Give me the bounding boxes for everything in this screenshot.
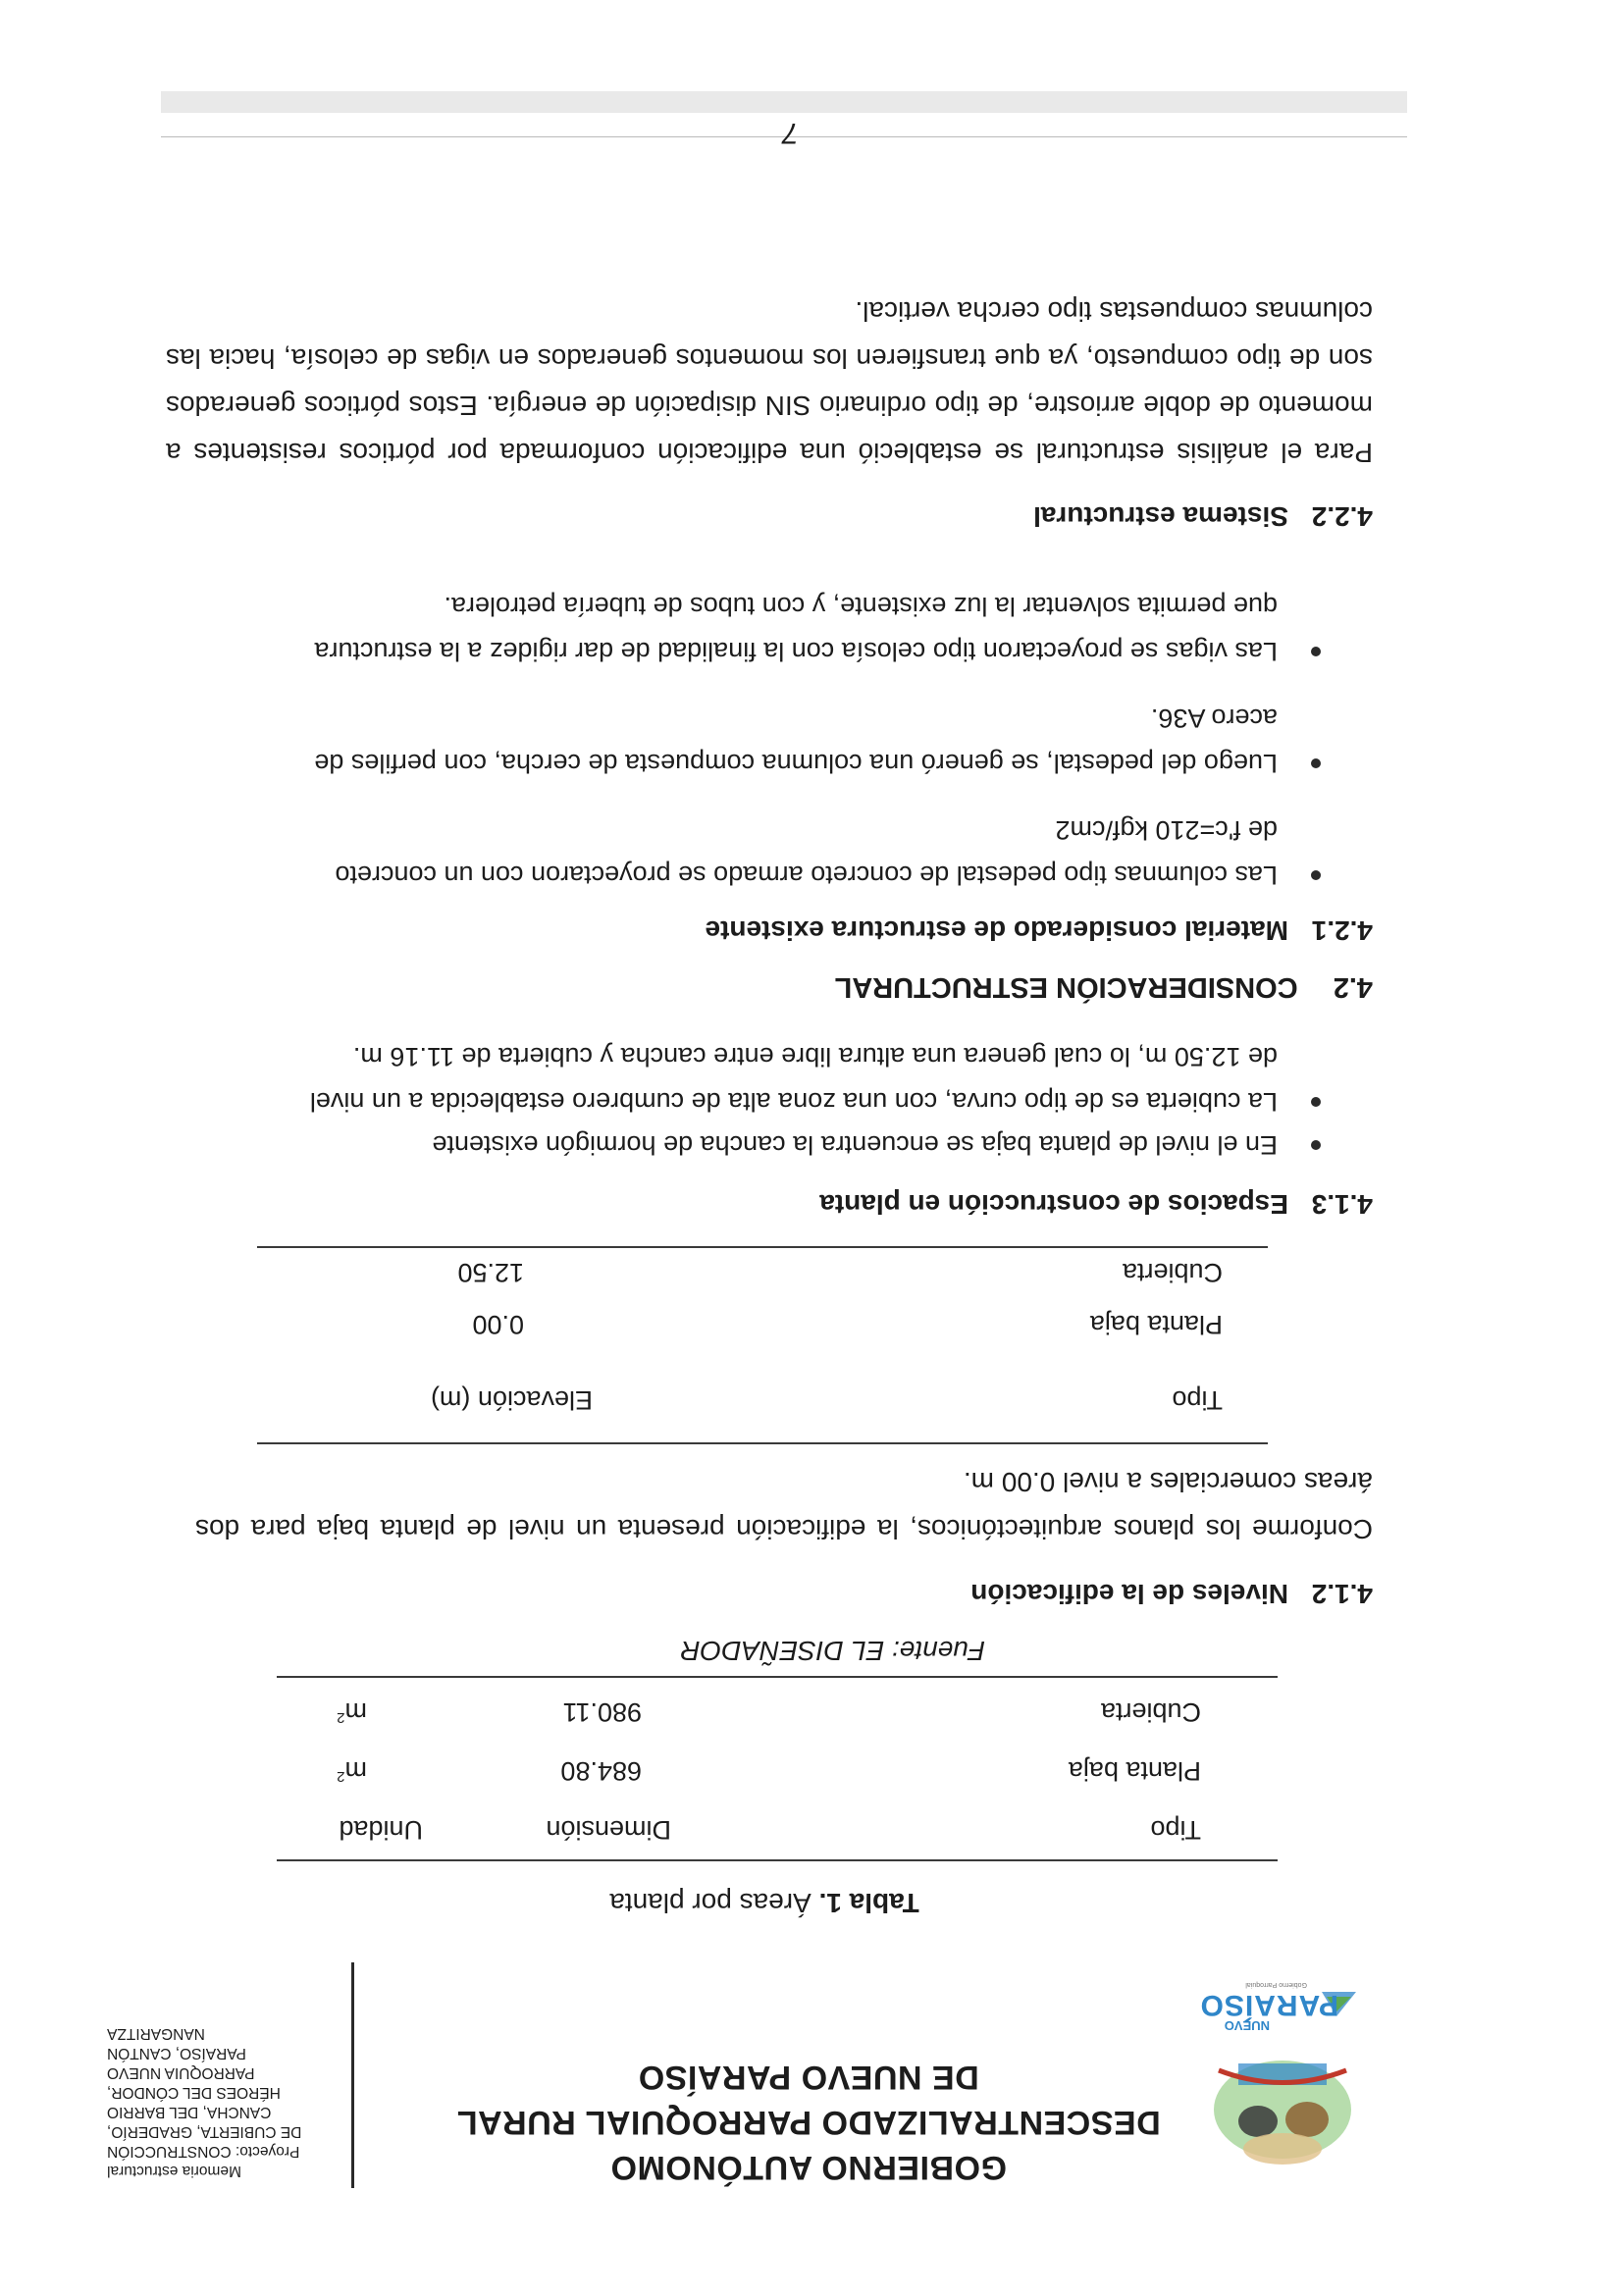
- project-info: [107, 2023, 342, 2180]
- section-title: Espacios de construcción en planta: [819, 1189, 1288, 1220]
- header-divider: [351, 1962, 354, 2188]
- list-item: La cubierta es de tipo curva, con una zona alta de cumbrero establecida a un nivel: [309, 1087, 1278, 1117]
- section-title: Material considerado de estructura existente: [705, 915, 1288, 946]
- section-4-1-2-heading: [970, 1578, 1373, 1609]
- table1-header-unidad: Unidad: [339, 1815, 423, 1845]
- project-line-4: CANCHA, DEL BARRIO: [107, 2104, 272, 2120]
- unit-base: m: [344, 1697, 367, 1727]
- section-4-2-2-heading: [1033, 500, 1373, 532]
- table-row: [0, 1248, 1623, 1287]
- table1-cell-unit: [337, 1755, 367, 1786]
- table1-cell-dim: 980.11: [562, 1697, 642, 1727]
- list-item-continuation: de 12.50 m, lo cual genera una altura libre entre cancha y cubierta de 11.16 m.: [352, 1042, 1278, 1071]
- section-title: Sistema estructural: [1033, 501, 1288, 532]
- list-item: Las columnas tipo pedestal de concreto armado se proyectaron con un concreto: [335, 861, 1278, 890]
- table1-caption: [347, 1887, 1181, 1918]
- table1-cell-tipo: Cubierta: [1100, 1697, 1201, 1727]
- bullet-icon: [1311, 758, 1321, 768]
- project-line-6: PARROQUIA NUEVO: [107, 2064, 255, 2081]
- table2-cell-elev: 12.50: [457, 1258, 524, 1287]
- list-item: Luego del pedestal, se generó una columna compuesta de cercha, con perfiles de: [314, 749, 1278, 778]
- table1-header-tipo: Tipo: [1150, 1815, 1201, 1845]
- table1-cell-dim: 684.80: [560, 1756, 642, 1786]
- page-number: 7: [782, 117, 799, 149]
- section-4-1-3-heading: [819, 1188, 1373, 1220]
- section-number: 4.1.2: [1311, 1579, 1373, 1609]
- section-title: CONSIDERACIÓN ESTRUCTURAL: [834, 971, 1298, 1003]
- table-row: [0, 1747, 1623, 1786]
- unit-exponent: 2: [337, 1768, 345, 1785]
- section-4-1-2-paragraph: Conforme los planos arquitectónicos, la edificación presenta un nivel de planta baja para dos áreas comerciales a nivel 0.00 m.: [195, 1467, 1373, 1544]
- table-row: [0, 1688, 1623, 1727]
- section-number: 4.1.3: [1311, 1189, 1373, 1220]
- unit-base: m: [344, 1756, 367, 1786]
- section-4-2-1-heading: [706, 914, 1374, 946]
- org-line-2: DESCENTRALIZADO PARROQUIAL RURAL: [456, 2104, 1161, 2141]
- unit-exponent: 2: [337, 1709, 345, 1726]
- table1-cell-unit: [337, 1696, 367, 1727]
- bullet-icon: [1311, 1097, 1321, 1107]
- logo: [1199, 1982, 1366, 2178]
- bullet-icon: [1311, 870, 1321, 880]
- table2-cell-tipo: Cubierta: [1122, 1258, 1223, 1287]
- list-item-continuation: de f'c=210 kgf/cm2: [1055, 815, 1278, 845]
- table-row: [0, 1300, 1623, 1339]
- logo-text: PARAÍSO: [1199, 1989, 1338, 2021]
- org-line-1: GOBIERNO AUTÓNOMO: [610, 2149, 1007, 2186]
- logo-subtext: Gobierno Parroquial: [1245, 1981, 1307, 1988]
- section-4-2-heading: [835, 970, 1373, 1003]
- table1-caption-label: Tabla 1.: [818, 1888, 919, 1918]
- project-line-3: DE CUBIERTA, GRADERÍO,: [107, 2123, 302, 2140]
- project-line-7: PARAÍSO, CANTÓN: [107, 2045, 246, 2061]
- project-line-8: NANGARITZA: [107, 2025, 205, 2042]
- table2-header-elevacion: Elevación (m): [430, 1385, 593, 1415]
- table2-cell-elev: 0.00: [472, 1310, 524, 1339]
- table1-cell-tipo: Planta baja: [1068, 1756, 1201, 1786]
- list-item: Las vigas se proyectaron tipo celosía con la finalidad de dar rigidez a la estructura: [314, 637, 1278, 666]
- org-name: [416, 2055, 1201, 2190]
- project-line-5: HÉROES DEL CÓNDOR,: [107, 2084, 281, 2101]
- section-title: Niveles de la edificación: [970, 1579, 1288, 1609]
- logo-small: NUEVO: [1224, 2018, 1270, 2033]
- list-item-continuation: que permita solventar la luz existente, y con tubos de tubería petrolera.: [444, 592, 1278, 621]
- table1-header-dimension: Dimensión: [546, 1815, 671, 1845]
- section-4-2-2-paragraph: Para el análisis estructural se estableció una edificación conformada por pórticos resistentes a momento de doble arriostre, de tipo ordinario SIN disipación de energía. Estos pórticos generados son de tipo compuesto, ya que transfieren los momentos generados en vigas de celosía, hacia las columnas compuestas tipo cercha vertical.: [166, 296, 1373, 468]
- org-line-3: DE NUEVO PARAÍSO: [638, 2059, 979, 2096]
- table1-source: Fuente: EL DISEÑADOR: [680, 1636, 985, 1666]
- list-item: En el nivel de planta baja se encuentra la cancha de hormigón existente: [432, 1130, 1278, 1160]
- table2-top-rule: [257, 1442, 1268, 1444]
- section-number: 4.2.1: [1311, 915, 1373, 946]
- project-line-2: Proyecto: CONSTRUCCIÓN: [107, 2143, 300, 2160]
- bullet-icon: [1311, 647, 1321, 656]
- section-number: 4.2: [1333, 971, 1373, 1003]
- table2-bottom-rule: [257, 1246, 1268, 1248]
- list-item-continuation: acero A36.: [1150, 704, 1278, 733]
- project-line-1: Memoria estructural: [107, 2163, 241, 2179]
- table1-caption-text: Áreas por planta: [609, 1888, 819, 1918]
- table2-cell-tipo: Planta baja: [1089, 1310, 1223, 1339]
- section-number: 4.2.2: [1311, 501, 1373, 532]
- bullet-icon: [1311, 1140, 1321, 1150]
- table2-header-tipo: Tipo: [1172, 1385, 1223, 1415]
- footer-scan-band: [161, 91, 1407, 113]
- table1-bottom-rule: [277, 1676, 1278, 1678]
- table1-top-rule: [277, 1859, 1278, 1861]
